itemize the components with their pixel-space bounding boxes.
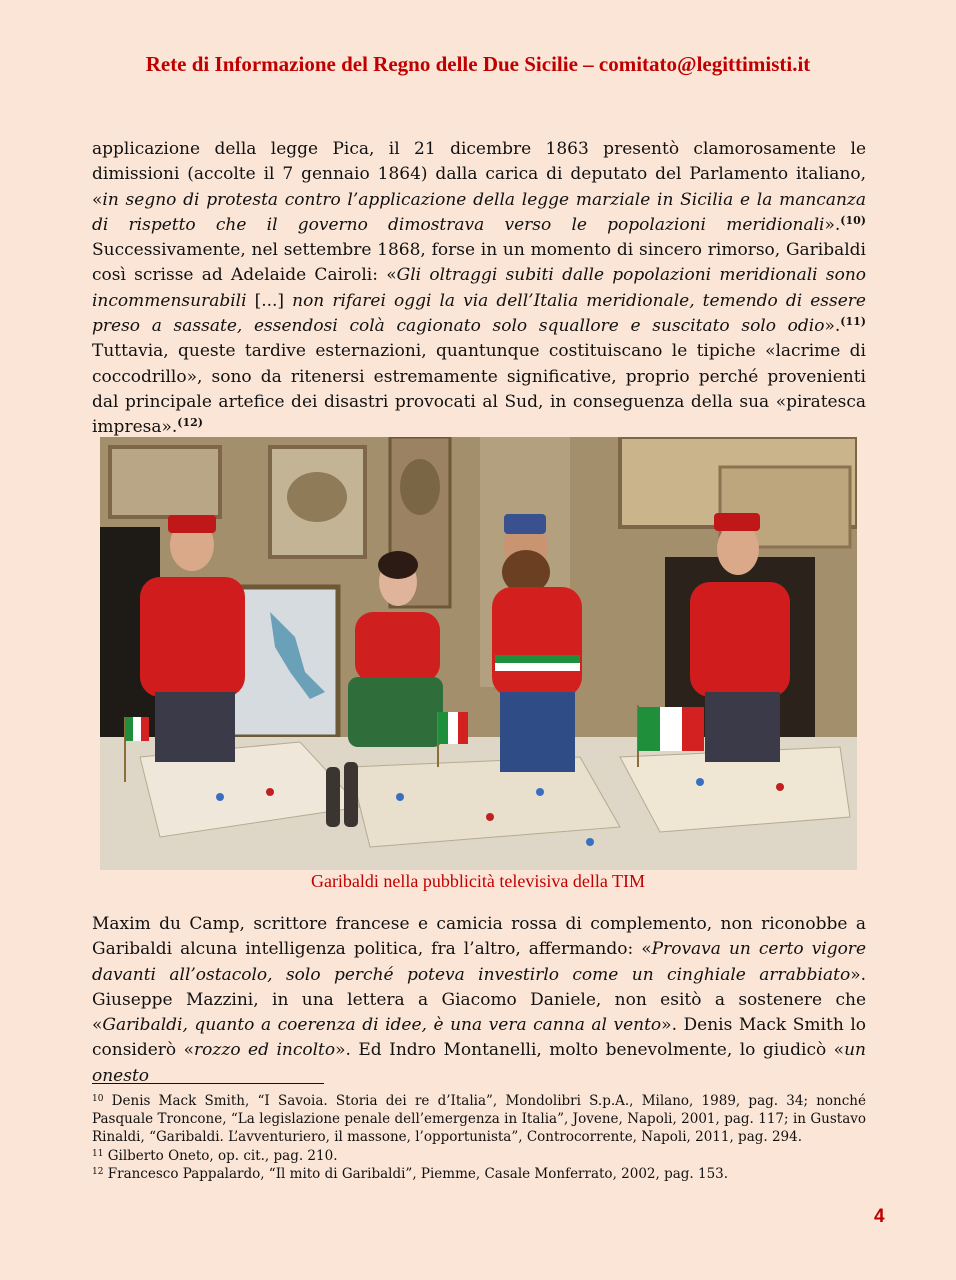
footnote-number: 10 bbox=[92, 1094, 104, 1104]
page-number: 4 bbox=[874, 1206, 885, 1227]
footnote-number: 12 bbox=[92, 1166, 104, 1177]
footnote-separator bbox=[92, 1083, 324, 1084]
footnote-12 bbox=[92, 1165, 866, 1183]
quote-italic: Provava un certo vigore davanti all’ostacolo, solo perché poteva investirlo come un cinghiale arrabbiato bbox=[92, 939, 866, 985]
footnotes bbox=[92, 1092, 866, 1183]
body-paragraph-1 bbox=[92, 137, 866, 441]
text-run: ». Denis Mack Smith lo considerò « bbox=[92, 1015, 866, 1061]
figure-caption: Garibaldi nella pubblicità televisiva della TIM bbox=[310, 871, 646, 891]
text-run: ». Giuseppe Mazzini, in una lettera a Giacomo Daniele, non esitò a sostenere che « bbox=[92, 964, 866, 1036]
footnote-ref-10[interactable]: (10) bbox=[840, 213, 866, 227]
body-paragraph-2 bbox=[92, 912, 866, 1089]
quote-italic: un onesto bbox=[92, 1040, 866, 1086]
footnote-10 bbox=[92, 1092, 866, 1147]
text-run: Tuttavia, queste tardive esternazioni, quantunque costituiscano le tipiche «lacrime di coccodrillo», sono da ritenersi estremamente significative, proprio perché provenienti dal principale artefice dei disastri provocati al Sud, in conseguenza della sua «piratesca impresa». bbox=[92, 341, 866, 438]
footnote-number: 11 bbox=[92, 1148, 104, 1159]
page-header: Rete di Informazione del Regno delle Due Sicilie – comitato@legittimisti.it bbox=[145, 52, 811, 76]
tim-commercial-photo bbox=[100, 437, 857, 870]
text-run: Maxim du Camp, scrittore francese e camicia rossa di complemento, non riconobbe a Garibaldi alcuna intelligenza politica, fra l’altro, affermando: « bbox=[92, 914, 866, 960]
quote-italic: Garibaldi, quanto a coerenza di idee, è una vera canna al vento bbox=[102, 1015, 662, 1036]
text-run: [...] bbox=[246, 290, 293, 311]
quote-italic: in segno di protesta contro l’applicazione della legge marziale in Sicilia e la mancanza di rispetto che il governo dimostrava verso le popolazioni meridionali bbox=[92, 189, 866, 235]
text-run: ». bbox=[824, 316, 841, 337]
footnote-ref-12[interactable]: (12) bbox=[177, 416, 204, 430]
quote-italic: rozzo ed incolto bbox=[194, 1040, 336, 1061]
footnote-text: Denis Mack Smith, “I Savoia. Storia dei re d’Italia”, Mondolibri S.p.A., Milano, 1989, pag. 34; nonché Pasquale Troncone, “La legislazione penale dell’emergenza in Italia”, Jovene, Napoli, 2001, pag. 117; in Gustavo Rinaldi, “Garibaldi. L’avventuriero, il massone, l’opportunista”, Controcorrente, Napoli, 2011, pag. 294. bbox=[92, 1093, 866, 1146]
quote-italic: Gli oltraggi subiti dalle popolazioni meridionali sono incommensurabili bbox=[92, 265, 867, 311]
text-run: ». bbox=[824, 214, 841, 235]
footnote-ref-11[interactable]: (11) bbox=[840, 315, 866, 329]
quote-italic: non rifarei oggi la via dell’Italia meridionale, temendo di essere preso a sassate, essendosi colà cagionato solo squallore e suscitato solo odio bbox=[92, 290, 866, 337]
text-run: ». Ed Indro Montanelli, molto benevolmente, lo giudicò « bbox=[335, 1040, 845, 1061]
footnote-text: Gilberto Oneto, op. cit., pag. 210. bbox=[103, 1147, 338, 1164]
text-run: applicazione della legge Pica, il 21 dicembre 1863 presentò clamorosamente le dimissioni (accolte il 7 gennaio 1864) dalla carica di deputato del Parlamento italiano, « bbox=[92, 139, 866, 210]
text-run: Successivamente, nel settembre 1868, forse in un momento di sincero rimorso, Garibaldi così scrisse ad Adelaide Cairoli: « bbox=[92, 240, 866, 286]
footnote-text: Francesco Pappalardo, “Il mito di Garibaldi”, Piemme, Casale Monferrato, 2002, pag. 153. bbox=[103, 1165, 729, 1182]
footnote-11 bbox=[92, 1147, 866, 1165]
